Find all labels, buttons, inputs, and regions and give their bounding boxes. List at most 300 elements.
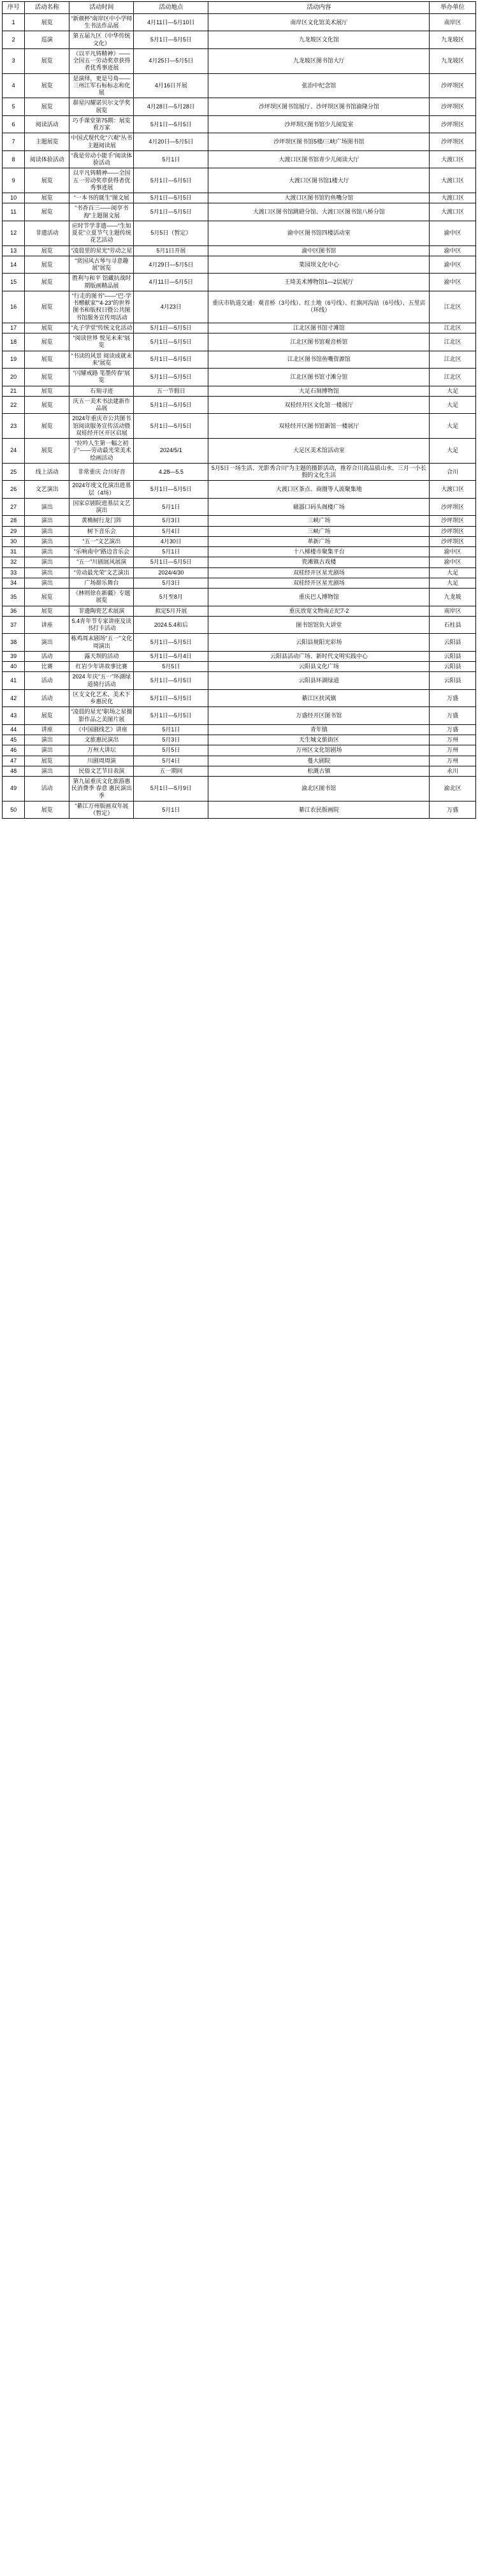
row-no: 28 xyxy=(3,516,25,526)
row-place: 5月1日 xyxy=(134,724,208,735)
table-row xyxy=(3,606,476,616)
row-no: 44 xyxy=(3,724,25,735)
row-content: 云阳县规阳光彩场 xyxy=(208,634,430,652)
row-name: 展览 xyxy=(25,707,69,725)
row-no: 38 xyxy=(3,634,25,652)
row-content: 十八梯楼市聚集平台 xyxy=(208,547,430,557)
row-place: 5月1日—5月5日 xyxy=(134,481,208,499)
row-no: 45 xyxy=(3,735,25,745)
row-content: 双桂经开区星光剧场 xyxy=(208,578,430,588)
row-unit: 沙坪坝区 xyxy=(430,516,476,526)
row-unit: 云阳县 xyxy=(430,634,476,652)
row-place: 5月1日—5月5日 xyxy=(134,193,208,203)
row-place: 五一节假日 xyxy=(134,386,208,396)
row-name: 展览 xyxy=(25,13,69,31)
row-no: 4 xyxy=(3,73,25,98)
table-row xyxy=(3,735,476,745)
row-place: 5月1日 xyxy=(134,801,208,819)
row-no: 20 xyxy=(3,369,25,386)
row-no: 29 xyxy=(3,526,25,536)
row-place: 5月至8月 xyxy=(134,589,208,606)
row-content: 大足石刻博物馆 xyxy=(208,386,430,396)
row-place: 5月5日 xyxy=(134,662,208,672)
row-time: 石刻寻迹 xyxy=(69,386,134,396)
row-no: 46 xyxy=(3,745,25,756)
table-row xyxy=(3,578,476,588)
row-place: 拟定5月开展 xyxy=(134,606,208,616)
row-place: 5月4日 xyxy=(134,526,208,536)
row-place: 5月1日 xyxy=(134,498,208,516)
row-content: 江北区图书馆寸滩分馆 xyxy=(208,369,430,386)
row-place: 5月1日 xyxy=(134,547,208,557)
row-no: 30 xyxy=(3,536,25,546)
row-time: “阅读世界 悦见未来”展览 xyxy=(69,333,134,351)
row-time: 文旅惠民演出 xyxy=(69,735,134,745)
row-time: “闪耀戒路 笔墨传春”展览 xyxy=(69,369,134,386)
row-content: 磁器口码头阁楼广场 xyxy=(208,498,430,516)
row-place: 4月16日开展 xyxy=(134,73,208,98)
row-place: 5月1日—5月5日 xyxy=(134,323,208,333)
row-name: 演出 xyxy=(25,557,69,567)
row-content: 渝中区图书馆四楼活动室 xyxy=(208,221,430,245)
table-row xyxy=(3,245,476,256)
row-unit: 南岸区 xyxy=(430,606,476,616)
row-content: 重庆巴人博物馆 xyxy=(208,589,430,606)
row-unit: 万盛 xyxy=(430,707,476,725)
row-unit: 云阳县 xyxy=(430,662,476,672)
row-unit: 大足 xyxy=(430,414,476,439)
row-time: 《以平凡铸精神》——全国五一劳动奖章获得者优秀事迹展 xyxy=(69,48,134,73)
row-unit: 大足 xyxy=(430,386,476,396)
row-name: 展览 xyxy=(25,386,69,396)
row-place: 5月1日开展 xyxy=(134,245,208,256)
row-no: 40 xyxy=(3,662,25,672)
activity-schedule-sheet xyxy=(0,0,478,823)
row-unit: 渝中区 xyxy=(430,256,476,274)
row-place: 5月1日 xyxy=(134,150,208,168)
table-row xyxy=(3,396,476,414)
row-time: 5.4青年节专家讲座及读书打卡活动 xyxy=(69,616,134,634)
table-row xyxy=(3,589,476,606)
table-row xyxy=(3,651,476,661)
row-place: 5月1日—5月5日 xyxy=(134,333,208,351)
row-place: 4月20日—5月5日 xyxy=(134,133,208,151)
row-time: “新颜杯”南岸区中小学师生书法作品展 xyxy=(69,13,134,31)
table-row xyxy=(3,221,476,245)
row-content: 沙坪坝区图书馆5楼/三峡广场图书馆 xyxy=(208,133,430,151)
table-row xyxy=(3,557,476,567)
row-no: 27 xyxy=(3,498,25,516)
column-header-content: 活动内容 xyxy=(208,2,430,14)
row-unit: 石柱县 xyxy=(430,616,476,634)
row-time: 民俗文艺节目表演 xyxy=(69,766,134,776)
row-no: 2 xyxy=(3,31,25,49)
row-no: 9 xyxy=(3,168,25,193)
row-no: 31 xyxy=(3,547,25,557)
row-time: 万州大讲坛 xyxy=(69,745,134,756)
row-name: 演出 xyxy=(25,526,69,536)
table-row xyxy=(3,567,476,578)
row-no: 32 xyxy=(3,557,25,567)
row-name: 演出 xyxy=(25,516,69,526)
table-row xyxy=(3,386,476,396)
table-row xyxy=(3,463,476,481)
row-place: 5月1日—5月5日 xyxy=(134,707,208,725)
row-no: 47 xyxy=(3,756,25,766)
row-name: 演出 xyxy=(25,634,69,652)
row-place: 5月1日—5月5日 xyxy=(134,115,208,133)
row-time: “五一”文艺演出 xyxy=(69,536,134,546)
row-name: 活动 xyxy=(25,689,69,707)
row-content: 云阳县文化广场 xyxy=(208,662,430,672)
row-time: 国家京剧院进基层文艺演出 xyxy=(69,498,134,516)
row-time: “綦江万州版画双年展（暂定） xyxy=(69,801,134,819)
row-time: “五一”川剧展风展演 xyxy=(69,557,134,567)
row-unit: 大渡口区 xyxy=(430,203,476,221)
row-content: 大渡口区图书馆跳磴分馆、大渡口区图书馆八桥分馆 xyxy=(208,203,430,221)
row-time: “拉吟人生第一幅之初子”——劳动最光荣美术绘画活动 xyxy=(69,439,134,464)
row-name: 展览 xyxy=(25,756,69,766)
row-content: 菜园坝文化中心 xyxy=(208,256,430,274)
row-unit: 江北区 xyxy=(430,323,476,333)
row-place: 4月28日—5月28日 xyxy=(134,98,208,116)
table-row xyxy=(3,766,476,776)
row-content: 革新广场 xyxy=(208,536,430,546)
row-time: “凌晨的星光”职场之星摄影作品之美图片展 xyxy=(69,707,134,725)
table-row xyxy=(3,801,476,819)
row-content: 万州区文化馆剧场 xyxy=(208,745,430,756)
row-no: 25 xyxy=(3,463,25,481)
row-content: 张治中纪念馆 xyxy=(208,73,430,98)
row-unit: 沙坪坝区 xyxy=(430,133,476,151)
table-row xyxy=(3,48,476,73)
row-name: 讲座 xyxy=(25,724,69,735)
row-name: 展览 xyxy=(25,73,69,98)
row-name: 展览 xyxy=(25,439,69,464)
row-place: 5月1日—5月5日 xyxy=(134,203,208,221)
row-place: 五一期间 xyxy=(134,766,208,776)
table-body xyxy=(3,13,476,819)
row-name: 展览 xyxy=(25,606,69,616)
row-name: 活动 xyxy=(25,777,69,801)
column-header-unit: 举办单位 xyxy=(430,2,476,14)
table-row xyxy=(3,756,476,766)
row-name: 比赛 xyxy=(25,662,69,672)
table-row xyxy=(3,745,476,756)
row-no: 3 xyxy=(3,48,25,73)
row-place: 2024.5.4和后 xyxy=(134,616,208,634)
row-name: 展览 xyxy=(25,291,69,323)
row-content: 沙坪坝区图书馆展厅、沙坪坝区图书馆渝隆分馆 xyxy=(208,98,430,116)
row-name: 展览 xyxy=(25,203,69,221)
column-header-no: 序号 xyxy=(3,2,25,14)
row-content: 双桂经开区图书馆新馆一楼展厅 xyxy=(208,414,430,439)
table-row xyxy=(3,526,476,536)
row-time: “赏国风古琴与寻意趣展”展览 xyxy=(69,256,134,274)
table-row xyxy=(3,498,476,516)
row-name: 展览 xyxy=(25,396,69,414)
row-unit: 万盛 xyxy=(430,689,476,707)
row-time: 树下音乐会 xyxy=(69,526,134,536)
row-unit: 渝中区 xyxy=(430,547,476,557)
row-unit: 渝中区 xyxy=(430,274,476,291)
row-content: 王琦美术博物馆1—2层展厅 xyxy=(208,274,430,291)
row-unit: 江北区 xyxy=(430,351,476,369)
row-content: 天生城文旅街区 xyxy=(208,735,430,745)
table-row xyxy=(3,351,476,369)
row-time: 广场群乐舞台 xyxy=(69,578,134,588)
row-unit: 大渡口区 xyxy=(430,481,476,499)
table-row xyxy=(3,115,476,133)
row-unit: 渝中区 xyxy=(430,557,476,567)
row-time: 《中国剧线艺》讲座 xyxy=(69,724,134,735)
row-name: 展览 xyxy=(25,333,69,351)
row-unit: 云阳县 xyxy=(430,651,476,661)
row-name: 活动 xyxy=(25,672,69,690)
row-name: 展览 xyxy=(25,98,69,116)
row-no: 35 xyxy=(3,589,25,606)
row-no: 33 xyxy=(3,567,25,578)
table-row xyxy=(3,333,476,351)
activity-table xyxy=(2,1,476,819)
row-name: 演出 xyxy=(25,547,69,557)
row-content: 江北区图书馆鱼嘴资源馆 xyxy=(208,351,430,369)
table-row xyxy=(3,150,476,168)
table-row xyxy=(3,323,476,333)
row-unit: 沙坪坝区 xyxy=(430,498,476,516)
row-no: 36 xyxy=(3,606,25,616)
row-place: 5月3日 xyxy=(134,735,208,745)
row-time: “我是劳动小能手”阅读体验活动 xyxy=(69,150,134,168)
table-header-row xyxy=(3,2,476,14)
row-no: 1 xyxy=(3,13,25,31)
row-unit: 沙坪坝区 xyxy=(430,73,476,98)
row-unit: 大足 xyxy=(430,396,476,414)
row-no: 19 xyxy=(3,351,25,369)
row-name: 阅读活动 xyxy=(25,115,69,133)
row-unit: 九龙坡 xyxy=(430,589,476,606)
row-unit: 万盛 xyxy=(430,801,476,819)
column-header-place: 活动地点 xyxy=(134,2,208,14)
row-unit: 九龙坡区 xyxy=(430,48,476,73)
row-unit: 云阳县 xyxy=(430,672,476,690)
row-unit: 江北区 xyxy=(430,291,476,323)
row-place: 5月1日—5月5日 xyxy=(134,672,208,690)
row-content: 大渡口区图书馆青少儿阅读大厅 xyxy=(208,150,430,168)
table-row xyxy=(3,481,476,499)
row-place: 5月1日—5月5日 xyxy=(134,369,208,386)
row-place: 5月1日—5月9日 xyxy=(134,777,208,801)
row-time: 胜利与和平 馆藏抗战时期版画精品展 xyxy=(69,274,134,291)
row-unit: 永川 xyxy=(430,766,476,776)
row-no: 16 xyxy=(3,291,25,323)
row-time: 非常重庆 合川好音 xyxy=(69,463,134,481)
table-row xyxy=(3,634,476,652)
row-name: 展览 xyxy=(25,274,69,291)
row-time: 露天坝的活动 xyxy=(69,651,134,661)
row-place: 5月1日—5月5日 xyxy=(134,689,208,707)
row-no: 15 xyxy=(3,274,25,291)
row-time: “丸子学堂”传统文化活动 xyxy=(69,323,134,333)
table-row xyxy=(3,536,476,546)
table-row xyxy=(3,291,476,323)
row-place: 5月3日 xyxy=(134,578,208,588)
row-no: 23 xyxy=(3,414,25,439)
row-content: 双桂经开区文化馆一楼展厅 xyxy=(208,396,430,414)
table-row xyxy=(3,193,476,203)
row-name: 文艺演出 xyxy=(25,481,69,499)
row-time: 2024年重庆市公共图书馆阅读服务宣传活动暨双桂经开区开区启展 xyxy=(69,414,134,439)
row-content: 沙坪坝区图书馆少儿阅览室 xyxy=(208,115,430,133)
row-time: 2024年度文化演出进基层（4场） xyxy=(69,481,134,499)
row-name: 展览 xyxy=(25,323,69,333)
row-no: 5 xyxy=(3,98,25,116)
row-time: “乐响南中”路边音乐会 xyxy=(69,547,134,557)
row-place: 2024/4/30 xyxy=(134,567,208,578)
row-unit: 江北区 xyxy=(430,369,476,386)
row-no: 13 xyxy=(3,245,25,256)
row-time: 第五届九区（中华传统文化） xyxy=(69,31,134,49)
row-name: 演出 xyxy=(25,498,69,516)
row-place: 5月3日 xyxy=(134,516,208,526)
row-content: 云阳县活动广场、新时代文明实践中心 xyxy=(208,651,430,661)
row-content: 綦江区扶风镇 xyxy=(208,689,430,707)
row-unit: 大足 xyxy=(430,439,476,464)
row-content: 万盛经开区图书馆 xyxy=(208,707,430,725)
row-no: 12 xyxy=(3,221,25,245)
row-name: 展览 xyxy=(25,256,69,274)
row-no: 43 xyxy=(3,707,25,725)
row-place: 5月1日—5月5日 xyxy=(134,414,208,439)
row-content: 渝北区图书馆 xyxy=(208,777,430,801)
row-name: 展览 xyxy=(25,414,69,439)
row-unit: 渝北区 xyxy=(430,777,476,801)
row-name: 演出 xyxy=(25,735,69,745)
row-place: 4月30日 xyxy=(134,536,208,546)
table-row xyxy=(3,662,476,672)
row-place: 5月1日—5月5日 xyxy=(134,634,208,652)
row-unit: 渝中区 xyxy=(430,221,476,245)
table-row xyxy=(3,13,476,31)
row-time: 2024 年庆“五一”环湖绿道骑行活动 xyxy=(69,672,134,690)
row-no: 37 xyxy=(3,616,25,634)
row-name: 演出 xyxy=(25,578,69,588)
row-name: 演出 xyxy=(25,567,69,578)
row-no: 41 xyxy=(3,672,25,690)
table-row xyxy=(3,414,476,439)
column-header-name: 活动名称 xyxy=(25,2,69,14)
row-name: 线上活动 xyxy=(25,463,69,481)
row-no: 42 xyxy=(3,689,25,707)
table-row xyxy=(3,777,476,801)
row-no: 14 xyxy=(3,256,25,274)
row-no: 34 xyxy=(3,578,25,588)
row-content: 云阳县环湖绿道 xyxy=(208,672,430,690)
row-no: 11 xyxy=(3,203,25,221)
row-content: 重庆放宽文物南正纪7-2 xyxy=(208,606,430,616)
row-place: 4月29日—5月5日 xyxy=(134,256,208,274)
row-unit: 江北区 xyxy=(430,333,476,351)
row-unit: 沙坪坝区 xyxy=(430,98,476,116)
row-content: 九龙坡区图书馆大厅 xyxy=(208,48,430,73)
row-content: 5月5日一场生活、光影秀合川”为主题的摄影活动，推荐合川高品质山水、三月一小长假的文化生活 xyxy=(208,463,430,481)
row-no: 26 xyxy=(3,481,25,499)
table-row xyxy=(3,547,476,557)
row-name: 展览 xyxy=(25,589,69,606)
row-no: 24 xyxy=(3,439,25,464)
row-no: 48 xyxy=(3,766,25,776)
row-content: 松溉古镇 xyxy=(208,766,430,776)
row-no: 10 xyxy=(3,193,25,203)
row-content: 江北区图书馆观音桥馆 xyxy=(208,333,430,351)
table-row xyxy=(3,256,476,274)
row-time: 《林则徐在新疆》专题展览 xyxy=(69,589,134,606)
row-name: 展览 xyxy=(25,351,69,369)
row-unit: 渝中区 xyxy=(430,245,476,256)
row-content: 九龙坡区文化馆 xyxy=(208,31,430,49)
row-no: 50 xyxy=(3,801,25,819)
row-unit: 大渡口区 xyxy=(430,193,476,203)
row-unit: 合川 xyxy=(430,463,476,481)
row-time: 区支文化艺术、美术下乡惠民化 xyxy=(69,689,134,707)
row-no: 22 xyxy=(3,396,25,414)
row-content: 双桂经开区星光剧场 xyxy=(208,567,430,578)
table-row xyxy=(3,516,476,526)
table-row xyxy=(3,73,476,98)
row-place: 4月11日—5月10日 xyxy=(134,13,208,31)
row-no: 18 xyxy=(3,333,25,351)
row-name: 阅读体验活动 xyxy=(25,150,69,168)
table-row xyxy=(3,98,476,116)
row-unit: 沙坪坝区 xyxy=(430,115,476,133)
row-content: 重庆市轨道交通：观音桥（3号线）、红土地（6号线）、红旗河沟站（6号线）、五里店（环线） xyxy=(208,291,430,323)
row-content: 蔓大剧院 xyxy=(208,756,430,766)
row-place: 4月11日—5月5日 xyxy=(134,274,208,291)
row-unit: 大足 xyxy=(430,578,476,588)
row-time: 栋鸡周末剧场“五一”文化周演出 xyxy=(69,634,134,652)
row-time: “一本书的诞生”图文展 xyxy=(69,193,134,203)
row-time: “行走的图书”——“巴·学书赠献家”“4·23”的世界图书和版权日暨公共图书馆服务宣传周活动 xyxy=(69,291,134,323)
column-header-time: 活动时间 xyxy=(69,2,134,14)
row-place: 2024/5/1 xyxy=(134,439,208,464)
row-time: 是演绎，更是号角——三州江军石标标志和化展 xyxy=(69,73,134,98)
row-place: 5月1日—5月4日 xyxy=(134,651,208,661)
row-content: 大足区美术馆活动室 xyxy=(208,439,430,464)
row-place: 5月1日—5月5日 xyxy=(134,168,208,193)
row-time: 群星闪耀诺贝尔文学奖展览 xyxy=(69,98,134,116)
row-unit: 万州 xyxy=(430,756,476,766)
row-no: 39 xyxy=(3,651,25,661)
table-row xyxy=(3,133,476,151)
row-content: 图书馆馆负大讲堂 xyxy=(208,616,430,634)
row-no: 8 xyxy=(3,150,25,168)
row-content: 瓷滩镇古戏楼 xyxy=(208,557,430,567)
row-unit: 万州 xyxy=(430,735,476,745)
row-unit: 九龙坡区 xyxy=(430,31,476,49)
row-content: 大渡口区茶点、商圈等人流聚集地 xyxy=(208,481,430,499)
row-content: 大渡口区图书馆钓鱼嘴分馆 xyxy=(208,193,430,203)
table-row xyxy=(3,616,476,634)
row-name: 展览 xyxy=(25,369,69,386)
row-place: 5月5日 xyxy=(134,745,208,756)
row-time: 以平凡铸精神——全国五一劳动奖章获得者优秀事迹展 xyxy=(69,168,134,193)
row-content: 綦江农民版画院 xyxy=(208,801,430,819)
table-row xyxy=(3,274,476,291)
row-time: “凌晨里的星光”劳动之星 xyxy=(69,245,134,256)
row-unit: 沙坪坝区 xyxy=(430,526,476,536)
row-content: 江北区图书馆寸滩馆 xyxy=(208,323,430,333)
row-name: 展览 xyxy=(25,245,69,256)
